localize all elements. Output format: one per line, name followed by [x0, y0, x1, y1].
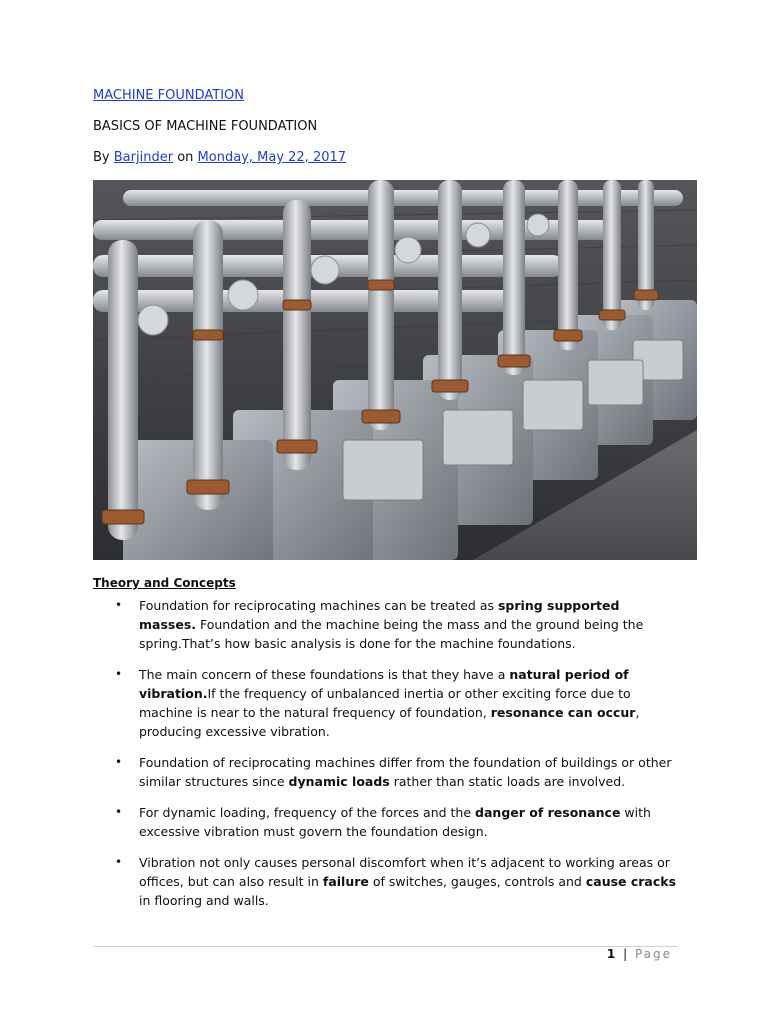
post-title: BASICS OF MACHINE FOUNDATION — [93, 119, 318, 134]
bullet-text: rather than static loads are involved. — [389, 774, 626, 789]
category-link-line — [93, 88, 244, 103]
on-label: on — [177, 150, 194, 165]
page-footer — [607, 947, 672, 961]
bullet-text: Foundation for reciprocating machines can be treated as — [139, 598, 498, 613]
bullet-text: , producing excessive vibration. — [139, 705, 640, 739]
page-separator: | — [623, 947, 630, 961]
bullet-emphasis: cause cracks — [585, 874, 677, 889]
by-label: By — [93, 150, 110, 165]
category-link[interactable]: MACHINE FOUNDATION — [93, 88, 244, 103]
bullet-emphasis: failure — [322, 874, 369, 889]
bullet-text: Foundation of reciprocating machines differ from the foundation of buildings or other similar structures since — [139, 755, 672, 789]
bullet-text: Foundation and the machine being the mass and the ground being the spring.That’s how basic analysis is done for the machine foundations. — [139, 617, 644, 651]
bullet-item — [93, 753, 678, 791]
bullet-item — [93, 596, 678, 653]
bullet-item — [93, 803, 678, 841]
bullet-text: of switches, gauges, controls and — [368, 874, 586, 889]
page-number: 1 — [606, 947, 618, 961]
footer-divider — [93, 946, 678, 947]
bullet-emphasis: natural period of vibration. — [139, 667, 629, 701]
bullet-item — [93, 665, 678, 741]
bullet-list — [93, 596, 678, 922]
byline — [93, 150, 346, 165]
bullet-text: The main concern of these foundations is that they have a — [139, 667, 510, 682]
gas-meters-photo — [93, 180, 697, 560]
bullet-text: If the frequency of unbalanced inertia or other exciting force due to machine is near to the natural frequency of foundation, — [139, 686, 631, 720]
author-link[interactable]: Barjinder — [113, 150, 174, 165]
bullet-text: with excessive vibration must govern the foundation design. — [139, 805, 651, 839]
bullet-text: For dynamic loading, frequency of the forces and the — [139, 805, 476, 820]
bullet-text: Vibration not only causes personal discomfort when it’s adjacent to working areas or offices, but can also result in — [139, 855, 670, 889]
bullet-text: in flooring and walls. — [139, 893, 269, 908]
section-heading: Theory and Concepts — [93, 576, 236, 590]
date-link[interactable]: Monday, May 22, 2017 — [197, 150, 347, 165]
bullet-emphasis: dynamic loads — [288, 774, 390, 789]
bullet-item — [93, 853, 678, 910]
bullet-emphasis: danger of resonance — [475, 805, 621, 820]
bullet-emphasis: resonance can occur — [490, 705, 636, 720]
bullet-emphasis: spring supported masses. — [139, 598, 620, 632]
page-word: Page — [634, 947, 672, 961]
